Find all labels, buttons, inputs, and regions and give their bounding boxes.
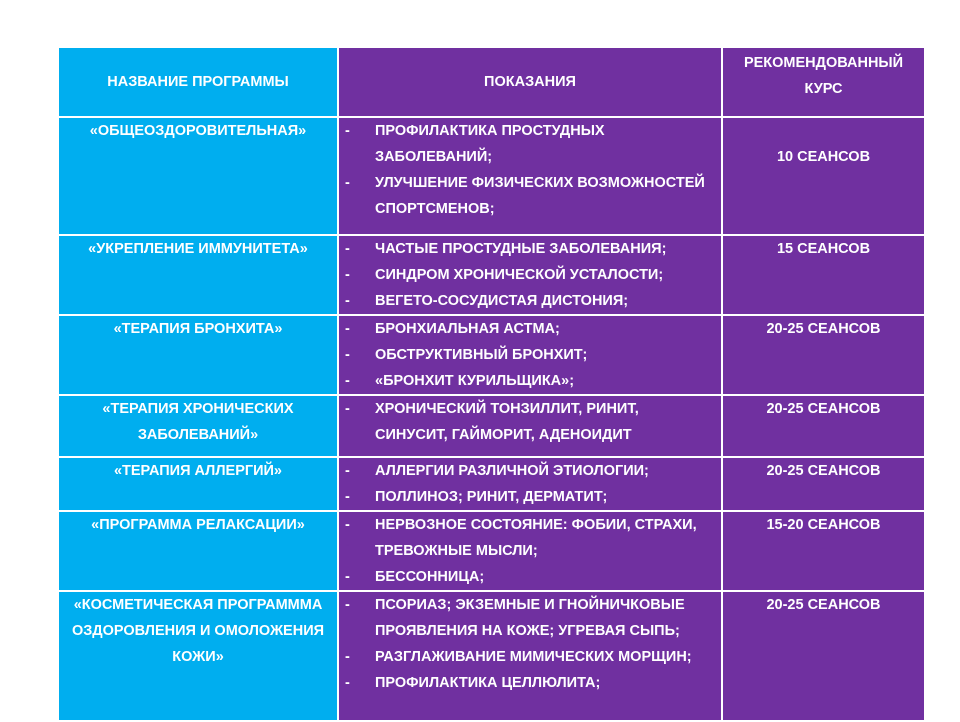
program-name: «КОСМЕТИЧЕСКАЯ ПРОГРАМММА ОЗДОРОВЛЕНИЯ И ОМОЛОЖЕНИЯ КОЖИ»: [58, 591, 338, 721]
table-row: [58, 511, 925, 591]
course-cell: [722, 457, 925, 511]
header-indications: ПОКАЗАНИЯ: [338, 47, 722, 117]
indication-item: - НЕРВОЗНОЕ СОСТОЯНИЕ: ФОБИИ, СТРАХИ, ТРЕВОЖНЫЕ МЫСЛИ;: [345, 517, 697, 559]
indication-item: - ОБСТРУКТИВНЫЙ БРОНХИТ;: [345, 347, 588, 363]
indication-item: - ВЕГЕТО-СОСУДИСТАЯ ДИСТОНИЯ;: [345, 293, 629, 309]
program-name: «ОБЩЕОЗДОРОВИТЕЛЬНАЯ»: [58, 117, 338, 235]
table-row: [58, 395, 925, 457]
indications-cell: [338, 315, 722, 395]
course-value: 20-25 СЕАНСОВ: [766, 463, 881, 479]
indications-cell: [338, 117, 722, 235]
indication-item: - БЕССОННИЦА;: [345, 569, 485, 585]
indication-item: - ПРОФИЛАКТИКА ПРОСТУДНЫХ ЗАБОЛЕВАНИЙ;: [345, 123, 605, 165]
indication-item: - ПРОФИЛАКТИКА ЦЕЛЛЮЛИТА;: [345, 675, 601, 691]
course-cell: [722, 117, 925, 235]
indication-item: - ПСОРИАЗ; ЭКЗЕМНЫЕ И ГНОЙНИЧКОВЫЕ ПРОЯВЛЕНИЯ НА КОЖЕ; УГРЕВАЯ СЫПЬ;: [345, 597, 685, 639]
program-name: «ПРОГРАММА РЕЛАКСАЦИИ»: [58, 511, 338, 591]
indications-cell: [338, 511, 722, 591]
course-value: 10 СЕАНСОВ: [776, 149, 871, 165]
course-cell: [722, 235, 925, 315]
course-value: 15 СЕАНСОВ: [776, 241, 871, 257]
indication-item: - ЧАСТЫЕ ПРОСТУДНЫЕ ЗАБОЛЕВАНИЯ;: [345, 241, 667, 257]
course-cell: [722, 591, 925, 721]
header-course: РЕКОМЕНДОВАННЫЙ КУРС: [722, 47, 925, 117]
table-row: [58, 457, 925, 511]
table-row: [58, 235, 925, 315]
program-name: «ТЕРАПИЯ БРОНХИТА»: [58, 315, 338, 395]
indication-item: - «БРОНХИТ КУРИЛЬЩИКА»;: [345, 373, 575, 389]
indication-item: - ХРОНИЧЕСКИЙ ТОНЗИЛЛИТ, РИНИТ, СИНУСИТ, ГАЙМОРИТ, АДЕНОИДИТ: [345, 401, 639, 443]
indication-item: - РАЗГЛАЖИВАНИЕ МИМИЧЕСКИХ МОРЩИН;: [345, 649, 692, 665]
program-name: «ТЕРАПИЯ АЛЛЕРГИЙ»: [58, 457, 338, 511]
indication-item: - СИНДРОМ ХРОНИЧЕСКОЙ УСТАЛОСТИ;: [345, 267, 664, 283]
programs-table: [57, 46, 926, 722]
course-cell: [722, 315, 925, 395]
course-value: 20-25 СЕАНСОВ: [766, 597, 881, 613]
program-name: «УКРЕПЛЕНИЕ ИММУНИТЕТА»: [58, 235, 338, 315]
indication-item: - УЛУЧШЕНИЕ ФИЗИЧЕСКИХ ВОЗМОЖНОСТЕЙ СПОРТСМЕНОВ;: [345, 175, 705, 217]
course-cell: [722, 395, 925, 457]
table-row: [58, 591, 925, 721]
course-value: 15-20 СЕАНСОВ: [766, 517, 881, 533]
program-name: «ТЕРАПИЯ ХРОНИЧЕСКИХ ЗАБОЛЕВАНИЙ»: [58, 395, 338, 457]
indications-cell: [338, 235, 722, 315]
indication-item: - БРОНХИАЛЬНАЯ АСТМА;: [345, 321, 560, 337]
table-header-row: [58, 47, 925, 117]
indications-cell: [338, 591, 722, 721]
course-value: 20-25 СЕАНСОВ: [766, 401, 881, 417]
course-value: 20-25 СЕАНСОВ: [766, 321, 881, 337]
course-cell: [722, 511, 925, 591]
indication-item: - АЛЛЕРГИИ РАЗЛИЧНОЙ ЭТИОЛОГИИ;: [345, 463, 649, 479]
indication-item: - ПОЛЛИНОЗ; РИНИТ, ДЕРМАТИТ;: [345, 489, 608, 505]
table-row: [58, 117, 925, 235]
indications-cell: [338, 395, 722, 457]
indications-cell: [338, 457, 722, 511]
table-row: [58, 315, 925, 395]
header-program-name: НАЗВАНИЕ ПРОГРАММЫ: [58, 47, 338, 117]
